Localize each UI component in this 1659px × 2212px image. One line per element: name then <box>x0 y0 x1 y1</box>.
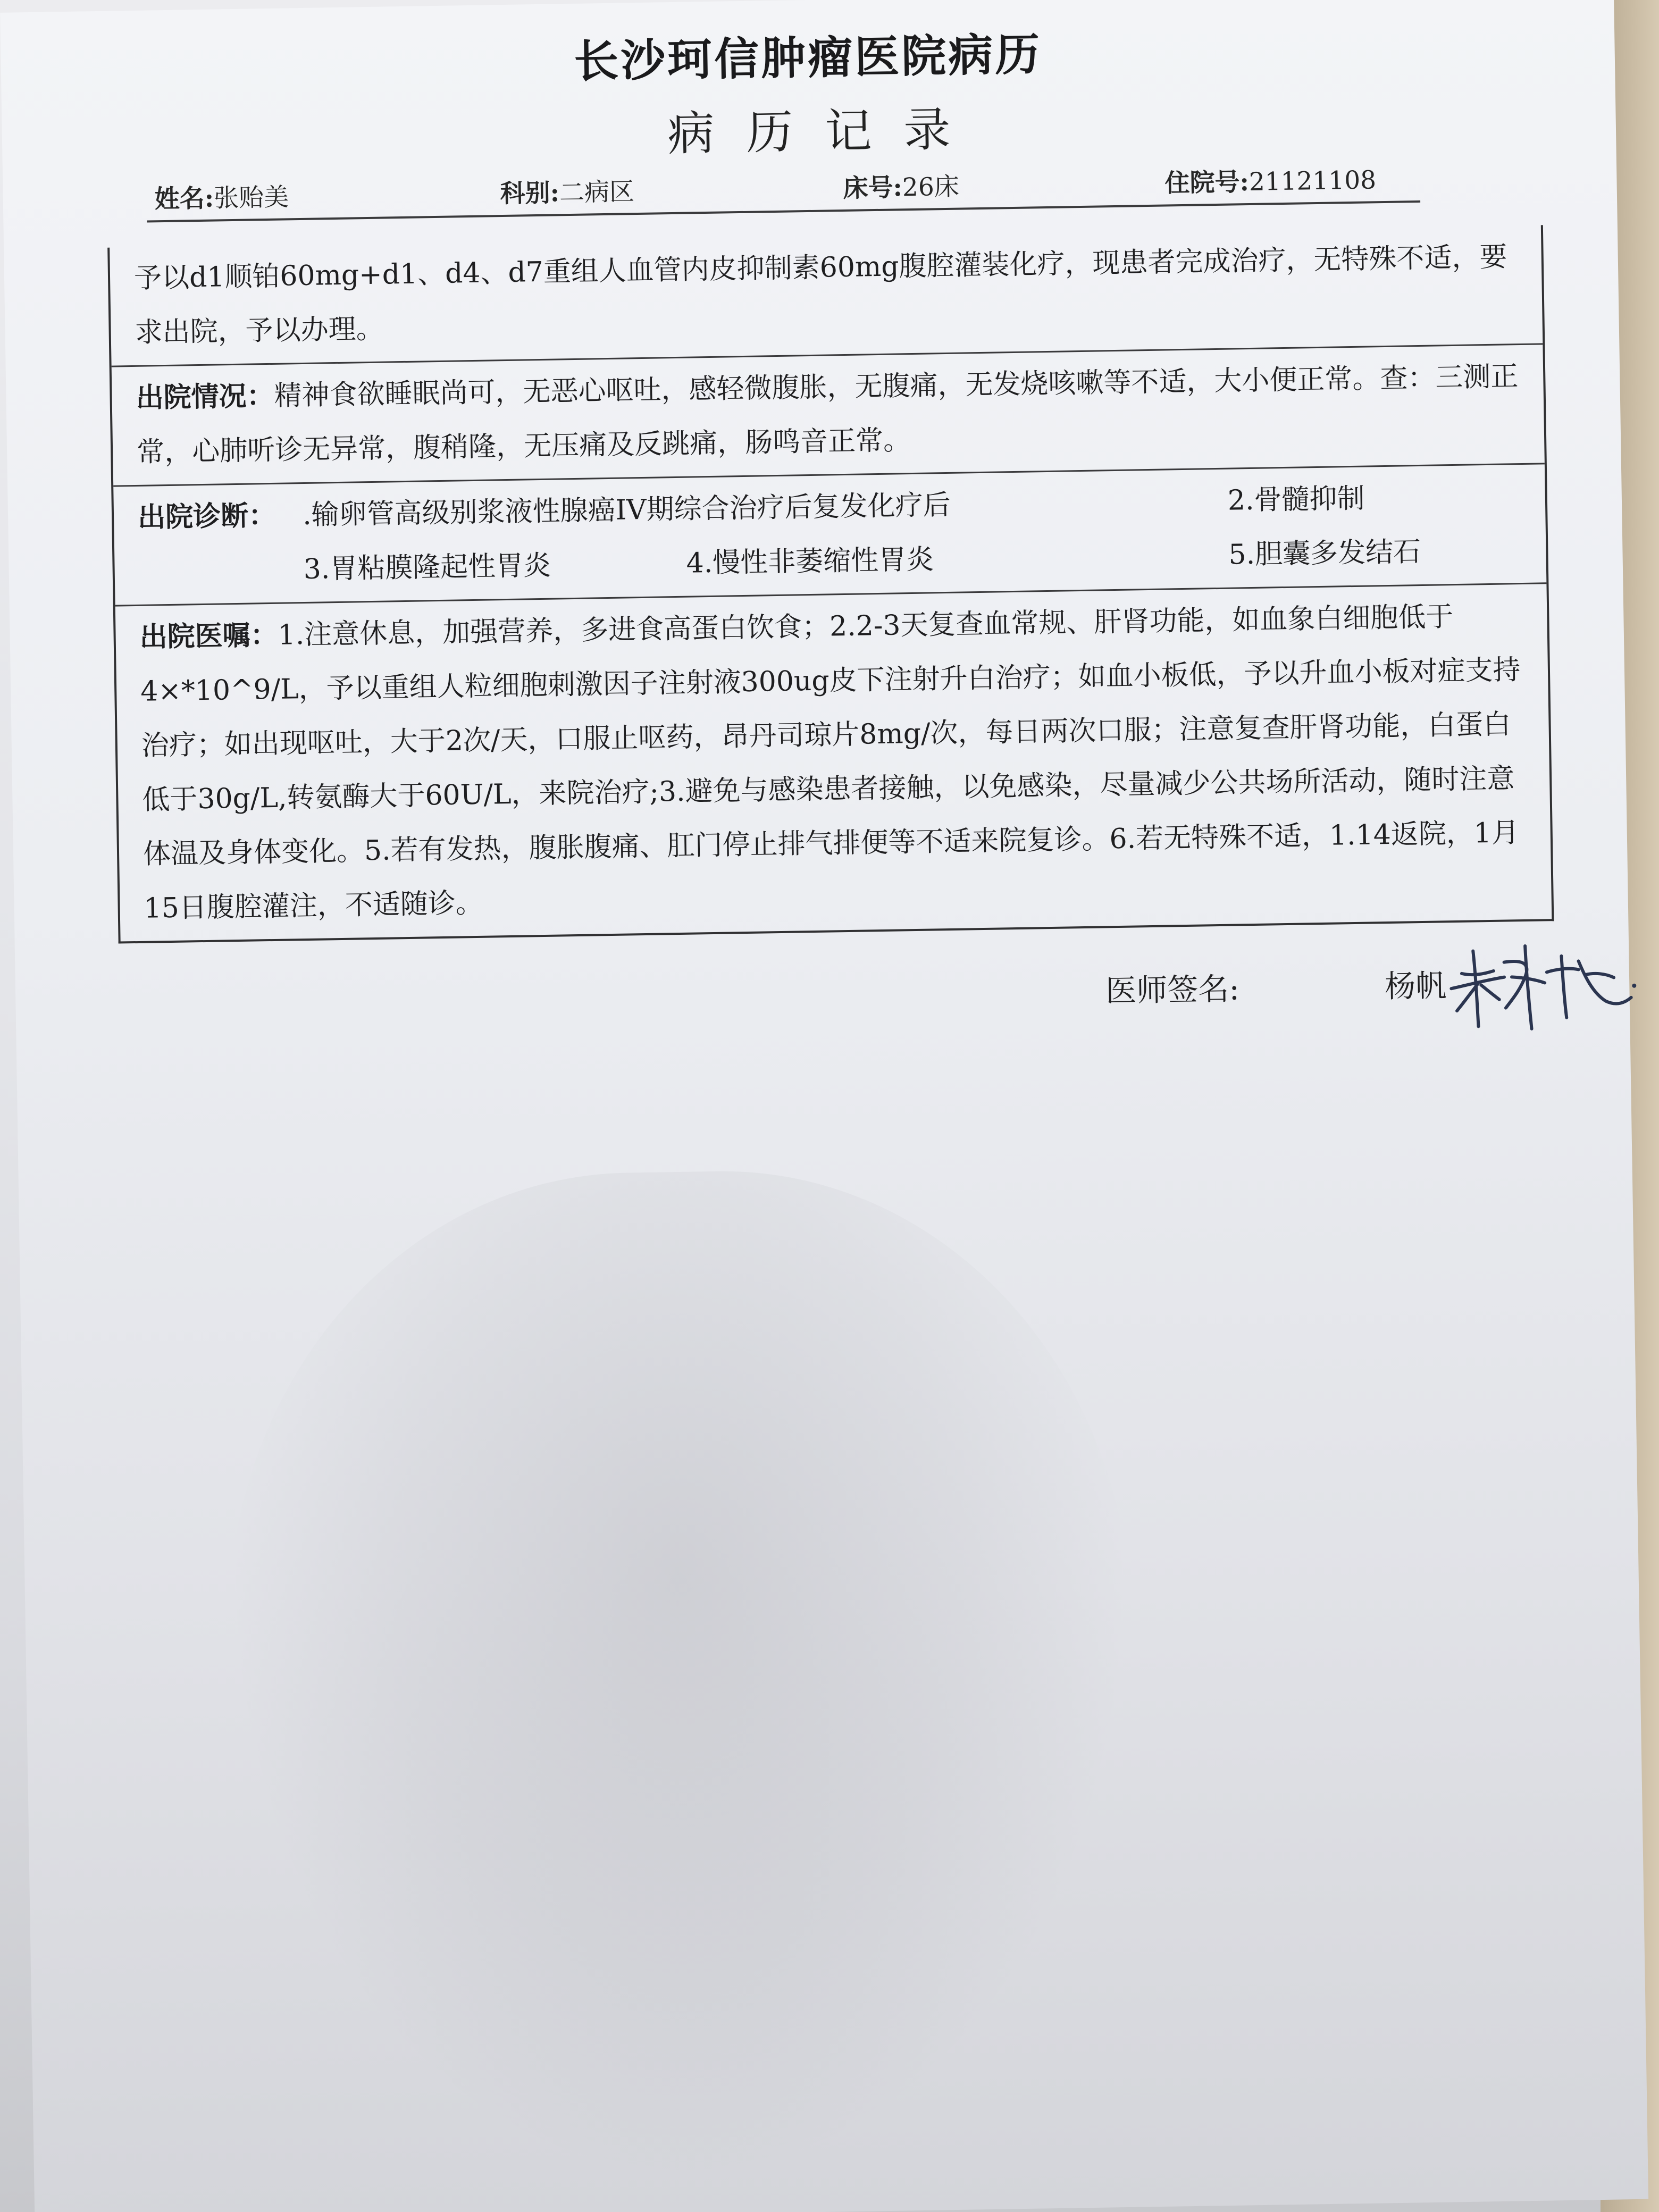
diagnosis-item-2: 2.骨髓抑制 <box>1227 482 1365 517</box>
discharge-status-text: 精神食欲睡眠尚可，无恶心呕吐，感轻微腹胀，无腹痛，无发烧咳嗽等不适，大小便正常。查：三测正常，心肺听诊无异常，腹稍隆，无压痛及反跳痛，肠鸣音正常。 <box>136 361 1519 468</box>
diagnosis-item-1: .输卵管高级别浆液性腺癌IV期综合治疗后复发化疗后 <box>302 489 951 532</box>
patient-name-field <box>154 177 289 215</box>
discharge-orders-text: 1.注意休息，加强营养，多进食高蛋白饮食；2.2-3天复查血常规、肝肾功能，如血象白细胞低于4×*10^9/L，予以重组人粒细胞刺激因子注射液300ug皮下注射升白治疗；如血小板低，予以升血小板对症支持治疗；如出现呕吐，大于2次/天，口服止呕药，昂丹司琼片8mg/次，每日两次口服；注意复查肝肾功能，白蛋白低于30g/L,转氨酶大于60U/L，来院治疗;3.避免与感染患者接触，以免感染，尽量减少公共场所活动，随时注意体温及身体变化。5.若有发热，腹胀腹痛、肛门停止排气排便等不适来院复诊。6.若无特殊不适，1.14返院，1月15日腹腔灌注，不适随诊。 <box>140 601 1521 925</box>
admission-number-field <box>1164 160 1377 199</box>
diagnosis-item-5: 5.胆囊多发结石 <box>1228 535 1421 571</box>
physician-name: 杨帆 <box>1384 967 1447 1005</box>
discharge-status-label: 出院情况： <box>136 379 275 414</box>
admission-number-value: 21121108 <box>1249 165 1377 197</box>
diagnosis-item-4: 4.慢性非萎缩性胃炎 <box>686 543 934 580</box>
bed-field <box>843 167 959 204</box>
handwritten-signature <box>1445 923 1638 1033</box>
hospital-title: 长沙珂信肿瘤医院病历 <box>573 28 1042 88</box>
record-table <box>107 225 1554 943</box>
signature-label: 医师签名: <box>1105 970 1240 1009</box>
discharge-orders-label: 出院医嘱： <box>139 618 279 653</box>
diagnosis-label: 出院诊断： <box>137 499 276 534</box>
discharge-status-section <box>112 345 1545 487</box>
discharge-diagnosis-section <box>113 464 1546 606</box>
department-field <box>500 172 634 210</box>
diagnosis-item-3: 3.胃粘膜隆起性胃炎 <box>303 549 551 585</box>
patient-name-label: 姓名: <box>154 183 214 214</box>
treatment-course-text: 予以d1顺铂60mg+d1、d4、d7重组人血管内皮抑制素60mg腹腔灌装化疗，现患者完成治疗，无特殊不适，要求出院，予以办理。 <box>133 241 1507 349</box>
discharge-orders-section <box>115 584 1552 941</box>
treatment-course-section <box>110 225 1543 367</box>
admission-number-label: 住院号: <box>1164 167 1250 198</box>
patient-name-value: 张贻美 <box>213 182 289 213</box>
bed-label: 床号: <box>843 173 903 203</box>
record-title: 病历记录 <box>667 101 983 162</box>
department-label: 科别: <box>500 178 560 209</box>
bed-value: 26床 <box>902 172 960 203</box>
department-value: 二病区 <box>559 177 635 208</box>
phone-shadow <box>221 1165 1141 2189</box>
